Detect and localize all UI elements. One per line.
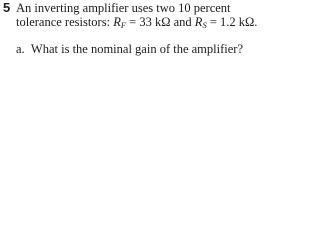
- rf-value: = 33 kΩ and: [126, 15, 195, 29]
- problem-block: [0, 0, 288, 71]
- problem-statement-line-1: An inverting amplifier uses two 10 percent: [16, 1, 231, 15]
- part-letter: a.: [16, 42, 25, 56]
- problem-number: 5: [3, 0, 11, 15]
- rf-symbol: R: [113, 15, 121, 29]
- part-question: What is the nominal gain of the amplifier?: [30, 42, 243, 56]
- rs-value: = 1.2 kΩ.: [206, 15, 258, 29]
- statement-prefix: tolerance resistors:: [16, 15, 114, 29]
- rs-symbol: R: [194, 15, 203, 29]
- part-a: [16, 42, 243, 57]
- rf-subscript: F: [120, 20, 127, 30]
- problem-statement-line-2: [16, 15, 257, 30]
- rs-subscript: S: [202, 20, 207, 30]
